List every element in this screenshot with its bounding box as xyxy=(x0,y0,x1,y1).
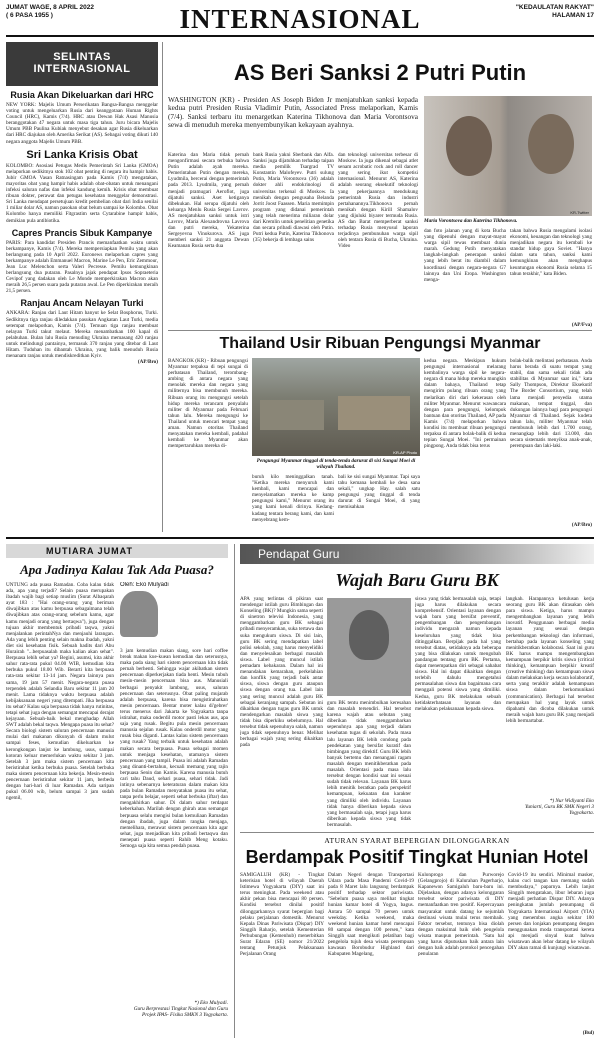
story2-source: (AP/Bro) xyxy=(571,522,592,528)
putin-daughters-photo xyxy=(424,96,592,216)
column-divider xyxy=(234,544,235,1038)
paper-name: "KEDAULATAN RAKYAT" xyxy=(515,4,594,11)
portrait-right xyxy=(528,114,574,174)
story2-col: kedua negara. Meskipun hukum pengungsi internasional melarang kembalinya warga sipil ke negara-negara di mana hidup mereka mungkin dalam bahaya, Thailand tetap mengirim pulang ribuan orang yang melarikan diri dari kekerasan oleh militer Myanmar. Menurut wawancara dengan para pengungsi, kelompok bantuan dan otoritas Thailand, AP pada Kamis (7/4) melaporkan bahwa kondisi itu membuat ribuan pengungsi terpaksa di antara bolak-balik di kedua tepian Sungai Moei. "Ini permainan pingpong. Anda tidak bisa terus xyxy=(424,358,506,450)
photo-credit: KR-Twitter xyxy=(570,210,589,215)
brief-source: (AP/Bro) xyxy=(137,359,158,366)
story3-col: Kulonprogo dan Purworejo (Gelangprojo) di Kalurahan Pagerharjo, Kapanewon Samigaluh baru-baru ini. Dijelaskan, dengan adanya kelonggaran tersebut sektor pariwisata di DIY memanfaatkan tren positif. Kepercayaan masyarakat untuk datang ke sejumlah destinasi wisata mulai terus membaik. Faktor tersebut, tentunya bisa diolah dengan maksimal baik oleh pengelola wisata maupun pemerintah. "Satu hal yang harus diputuskan baik antara lain dengan baik adalah protokol pencegahan penularan xyxy=(418,872,504,958)
portrait-left xyxy=(446,116,492,176)
photo-caption: Pengungsi Myanmar tinggal di tenda-tenda darurat di sisi Sungai Moei di wilayah Thailand. xyxy=(256,458,416,470)
brief-body: PARIS: Para kandidat Presiden Prancis memanfaatkan waktu untuk berkampanye, Kamis (7/4). Mereka mempersiapkan Pemilu yang akan berlangsung pada 10 April 2022. Euronews melaporkan capres yang berkampanye adalah Emmanuel Macron, Marine Le Pen, Eric Zemmour, Jean Luc Melenchon serta Valeri Pecresse. Pemilu kemungkinan berlangsung dua putaran. Pasalnya jajak pendapat Ipsos Sopraeteria Cevipof yang dadakan oleh Le Monde memperkirakan Macron akan meraih 26,5 persen suara pada putaran awal. Le Pen diperkirakan meraih 21,5 persen. xyxy=(6,239,158,295)
selintas-title xyxy=(6,42,158,75)
section-masthead: INTERNASIONAL xyxy=(179,4,421,34)
author-byline: Oleh: Eko Mulyadi xyxy=(120,582,169,588)
pendapat-signature xyxy=(506,798,594,816)
header-rule xyxy=(6,35,594,37)
story2-col: bali ke sisi sungai Myanmar. Tapi saya tahu kemana kembali ke desa sana sekali," ungkap Hay. salah satu pengungsi yang tinggal di tenda darurat di Sungai Moei, di yang memisahkan xyxy=(338,474,420,511)
tent-left xyxy=(260,400,324,430)
story3-source: (Bul) xyxy=(582,1030,594,1036)
story3-col: Covid-19 itu sendiri. Minimal masker, kalau cuci tangan kan memang sudah membudaya," paparnya. Lebih lanjut Singgih mengatakan, libur lebaran juga menjadi perhatian Dispar DIY. Adanya peningkatan jumlah penumpang di Yogyakarta International Airport (YIA) yang menembus angka sekitar 100 persen dan lonjakan penumpang dengan menggunakan moda transportasi kereta api menjadi sinyal kuat bahwa wisatawan akan lebar datang ke wilayah DIY akan ramai di kunjungi wisatawan. xyxy=(508,872,594,952)
teacher-silhouette xyxy=(349,610,389,660)
story1-col: takan bahwa Rusia mengalami isolasi ekonomi, keuangan dan teknologi yang menjadikan negara itu kembali ke standar hidup gaya Soviet. "Hanya dalam satu tahun, sanksi kami kemungkinan akan menghapus keuntungan ekonomi Rusia selama 15 tahun terakhir," kata Biden. xyxy=(510,228,592,277)
story1-lead: WASHINGTON (KR) - Presiden AS Joseph Biden Jr menjatuhkan sanksi kepada kedua putri Presiden Rusia Vladimir Putin, Associated Press melaporkan, Kamis (7/4). Sanksi terbaru itu menargetkan Katerina Tikhonova dan Maria Vorontsova sewa di menuduh mereka menyembunyikan kekayaan ayahnya. xyxy=(168,96,418,130)
brief-body: ANKARA: Ranjau dari Laut Hitam hanyut ke Selat Bosphorus, Turki. Sedikitnya tiga ranjau diledakkan pasukan Angkatan Laut Turki, media setempat melaporkan, Kamis (7/4). Temuan tiga ranjau membuat nelayan Turki takut melaut. Mereka menambatkan 100 kapal di pelabuhan. Bulan lalu Rusia menuding Ukraina memasang 420 ranjau untuk melindungi pantainya, termasuk 370 ranjau yang ditebar di Laut Hitam. Tuduhan itu dibantah Ukraina, yang balik menuduh Rusia menanam ranjau untuk mendiskreditkan Kyiv. xyxy=(6,310,158,360)
tent-right xyxy=(338,396,410,430)
selintas-title-2: INTERNASIONAL xyxy=(33,63,131,75)
story1-col: dan teknologi universitas terbesar di Moskow. Ia juga dikenal sebagai atlet senam acrobatic rock and roll dancer yang sering ikut kompetisi internasional. Menurut AS, Katerina adalah seorang eksekutif teknologi yang pekerjaannya mendukung pemerintah Rusia dan industri pertahanannya.Tikhonova pernah menikah dengan Kirill Shamalov yang dijuluki biyarer termuda Rusia. AS dan Barat memperberat sanksi terhadap Rusia menyusul laporan terjadinya pembunuhan warga sipil oleh tentara Rusia di Bucha, Ukraina. Video xyxy=(338,152,418,250)
brief-headline: Ranjau Ancam Nelayan Turki xyxy=(20,298,144,309)
brief-headline: Rusia Akan Dikeluarkan dari HRC xyxy=(10,90,154,100)
page-number: HALAMAN 17 xyxy=(552,12,594,19)
story-divider xyxy=(240,832,594,833)
story1-col: Katerina dan Maria tidak pernah mengonfirmasi secara terbuka bahwa Putin adalah ayah mereka. Pemerintahan Putin dengan mereka, Lyudmila, bercerai dengan pemerintah pada 2013. Lyudmila, yang pernah menjadi pramugari Aeroflot, juga dijatuhi sanksi. Aset ketiganya dibekukan. Hal serupa dijatuhi oleh keluarga Menlu Rusia Sergei Lavrov. AS menjatuhkan sanksi untuk istri Lavrov, Maria Alexandrovna Lavrova dan putri mereka, Yekaterina Sergeyevna Vinokurova. AS juga memberi sanksi 21 anggota Dewan Keamanan Rusia serta dua xyxy=(168,152,249,250)
photo-caption: Maria Vorontsova dan Katerina Tikhonova. xyxy=(424,218,518,224)
teacher-photo xyxy=(327,598,411,696)
mutiara-headline: Apa Jadinya Kalau Tak Ada Puasa? xyxy=(20,562,214,577)
pasa-text: ( 6 PASA 1955 ) xyxy=(6,12,53,19)
brief-headline: Capres Prancis Sibuk Kampanye xyxy=(11,227,153,238)
pendapat-col: APA yang terlintas di pikiran saat mendengar istilah guru Bimbingan dan Konseling (BK)? Mungkin sama seperti di sinetron televisi Indonesia, yang menggambarkan guru BK sebagai pribadi menyeramkan, suka tertawa dan suka mengukum siswa. Di sisi lain, guru BK sering mendapatkan label polisi sekolah, yang harus menyelidiki dan menyelesaikan berbagai masalah siswa. Label yang muncul istilah pemadam kebakaran. Dalam hal ini menandakan kemarahan, perkelahian dan konflik yang terjadi baik antar siswa, siswa dengan guru ataupun siswa dengan orang tua. Label lain yang sering muncul adalah guru BK sebagai keranjang sampah. Sebutan ini dikaitkan dengan tugas guru BK untuk mendengarkan masalah siswa yang tidak bisa diperkiku sebelumnya. Hal tersebut tidak sepenuhnya salah, namun juga tidak sepenuhnya benar. Melihat berbagai wajah yang sering dikaitkan pada xyxy=(240,596,323,749)
pendapat-col: guru BK tentu menimbulkan keresahan dan masalah tersendiri. Hal tersebut karena wajah atau sebutan yang diberikan tidak menggambarkan sepenuhnya apa yang terjadi dalam kesehatan tugas di sekolah. Pada masa lalu layanan BK lebih condong pada pendekatan yang bersifat kuratif dan bimbingan yang direktif. Guru BK lebih banyak bertemu dan menangani ragam masalah dengan menitikberatkan pada masalah. Orientasi pada masa lalu tersebut dengan kondisi saat ini sesuai sudah tidak relevan. Layanan BK harus lebih menitik beratkan pada perspektif kemampuan, kekuatan dan karakter yang dimiliki oleh individu. Layanan tidak hanya diberikan kepada siswa yang bermasalah saja, tetapi juga harus diberikan kepada siswa yang tidak bermasalah. xyxy=(327,700,411,828)
paper-info xyxy=(516,4,594,20)
selintas-column xyxy=(6,90,158,535)
mutiara-col: 3 jam kemudian makan siang, sore hari coffee break makan kue-kuean kemudian dan seterusnya, maka pada siang hari sistem pencernaan kita tidak pernah berhenti. Sehingga wajar akibatkan sistem pencernaan diperkerjakan tiada henti. Mesin tubuh mesin-mesin pencernaan bisa aus. Manusiali berbagai penyakit lambung, usus, saluran pencernaan dan seterusnya. Obat paling mujarab adalah berpuasa, karena bisa mengistirahatkan mesin pencernaan. Bentar moter kalau di'gebrer' terus menerus dari Jakarta ke Yogyakarta tanpa istirahat, maka onderdil motor pasti lekas aus, apa saja yang rusak. Begitu pula mesin pencernaan manusia sejalan rusak. Kalau onderdil motor yang rusak bisa diganti. Lantas kalau sistem pencernaan yang rusak? Yang terbaik untuk kesehatan adalah makan secara berpuasa. Puasa sebagai momen untuk menjaga kesehatan, utamanya sistem pencernaan yang tampil. Puasa ini adalah Ramadan yang dinanti-bertahun, kecuali memang yang rajin berpuasa Senin dan Kamis. Karena manusia butuh cari tahu Daud, sehari puasa, sehari tidak. Jadi intinya sebenarnya keteraturan dalam makan kita pada bulan Ramadan menyatakan puasa itu sehat, tanpa perlu belajar, seperti sehat berbuka (iftar) dan mengakhirkan sahur. Di dalam sahur terdapat keberkahan. Marilah dengan ghirah atau semangat berpuasa selalu mengisi bulan kemuliaan Ramadan dengan ibadah, juga dalam rangka menjaga, memelihara, merawat sistem pencernaan kita agar sehat, juga menjadikan kita pribadi bertaqwa dan menepati puasa seperti Rahib Meng kotaku. Semoga saja kita semua pendah puasa. xyxy=(120,648,228,849)
story1-source: (AP/Fva) xyxy=(571,322,592,328)
brief-body: NEW YORK: Majelis Umum Perserikatan Bangsa-Bangsa menggelar voting untuk mengeluarkan Rusia dari keanggotaan Human Rights Council (HRC), Kamis (7/4). HRC atau Dewan Hak Asasi Manusia beranggotakan 47 negara untuk masa tiga tahun. Juru bicara Majelis Umum PBB Paulina Kubiak menyebut desakan agar Rusia dikeluarkan dari HRC diajukan oleh Amerika Serikat (AS). Sebagai voting dikuti 140 negara anggota Majelis Umum PBB. xyxy=(6,102,158,145)
story-divider xyxy=(168,330,592,331)
pendapat-bar: Pendapat Guru xyxy=(240,544,594,564)
photo-credit: KR-AP Photo xyxy=(393,450,417,455)
story1-headline: AS Beri Sanksi 2 Putri Putin xyxy=(233,60,527,85)
story2-headline: Thailand Usir Ribuan Pengungsi Myanmar xyxy=(219,335,541,352)
signature-desc: Yuniarti, Guru BK SMK Negeri 3 Yogyakarta. xyxy=(525,804,594,816)
mutiara-col: UNTUNG ada puasa Ramadan. Coba kalau tidak ada, apa yang terjadi? Selain puasa merupakan ibadah wajib bagi setiap muslim (Surat Albaqarah ayat 183 : "Hai orang-orang yang beriman diwajibkan atas kamu berpuasa sebagaimana telah diwajibkan atas orang-orang sebelum kamu, agar kamu menjadi orang yang bertaqwa"), juga dengan tujuan akhir membentuk pribadi taqwa, yakni menjalankan perintahNya dan menjauhi larangan. Ada yang lebih penting selain makna ibadah, yakni diet sisi kesehatan fisik. Sebuah hadits dari Abu Hurairah "...berpuasalah maka kalian akan sehat". Berpuasa lebih sehat ya? Begini, asumsi, kita akhir sahur rata-rata pukul 04.00 WIB, kemudian kita berbuka pukul 18.00 Wib. Berarti kita berpuasa rata-rata sekitar 13-14 jam. Negara lainnya pun sama, 19 jam 57 menit. Negara-negara puasa terpendek adalah Selandia Baru sekitar 11 jam 20 menit. Lama tidaknya waktu berpuasa adalah kebijaksanaan negeri yang ditempati. Jika berpuasa itu sehat? Kalau saja berpuasa tidak hanya rutinitas, tetapi sehat juga dengan semangat mencapai derajat kejayaan. Sebuah-baik bekal menghadap Allah SWT adalah bekal taqwa. Mengapa puasa itu sehat? Secara biologi sistem saluran pencernaan manusia mulai dari makanan dikunyah di dalam mulut sampai feses, kemudian dikeluarkan ke kerongkongan lanjut ke lambung, usus, sampai kotoran keluar memerlukan waktu sekitar 3 jam. Setelah 3 jam maka sistem pencernaan kita beristirahat ketika berbuka puasa. Setelah berbuka maka sistem pencernaan kita bekerja. Mesin-mesin pencernaan beristirahat sekitar 11 jam, berbeda dengan hari-hari di luar Ramadan. Ada saripan pukul 06.00 wib, belum sampai 3 jam sudah ngemil, xyxy=(6,582,114,802)
mutiara-bar: MUTIARA JUMAT xyxy=(6,544,228,558)
story3-headline: Berdampak Positif Tingkat Hunian Hotel xyxy=(245,847,589,867)
pendapat-col: siswa yang tidak bermasalah saja, tetapi juga harus dilakukan secara komprehensif. Orientasi layanan dengan wajah baru yang bersifat preventif, pengembangan dan pengembangan individu mengarah namun kepada keseluruhan yang tidak bisa ditinggalkan. Berpijak pada hal yang tersebut diatas, setidaknya ada beberapa yang bisa dilakukan untuk mengubah pandangan tentang guru BK. Pertama, dapat menempatkan diri sebagai sahabat siswa. Hal ini dapat dikaitkan dengan terlebih dahulu mengetahui permasalahan siswa dan bagaimana cara menggali potensi siswa yang dimiliki. Kedua, guru BK melakukan sebuah ketidakterbatasan layanan dan melakukan pelaksanaan kepada siswa. xyxy=(415,596,501,712)
story2-col: BANGKOK (KR) - Ribuan pengungsi Myanmar terpaksa di tepi sungai di perbatasan Thailand, terombang-ambing di antara negara yang menolak mereka dan negara yang militernya bisa membunuh mereka. Ribuan orang itu mengungsi setelah hidup mereka terancam penyalalu militer di Myanmar pada Februari tahun lalu. Mereka mengungsi ke Thailand untuk mencari tempat yang aman. Namun otoritas Thailand menyatakan mereka kembali, padahal kembali ke Myanmar akan mempertaruhkan mereka di- xyxy=(168,358,248,450)
pendapat-headline: Wajah Baru Guru BK xyxy=(335,570,499,590)
story3-col: SAMIGALUH (KR) - Tingkat keterisian hotel di wilayah Daerah Istimewa Yogyakarta (DIY) saat ini terus meningkat. Pada weekend atau akhir pekan bisa mencapai 80 persen. Kondisi tersebut dinilai positif dilonggarkannya syarat bepergian bagi pelaku perjalanan domestik. Menurut Kepala Dinas Pariwisata (Dispar) DIY Singgih Raharjo, setelah Kementerian Perhubungan (Kemenhub) menerbitkan Surat Edaran (SE) nomor 21/2022 tentang Petunjuk Pelaksanaan Perjalanan Orang xyxy=(240,872,324,958)
refugee-camp-photo xyxy=(252,358,420,456)
signature-name: *) Eko Mulyadi. xyxy=(194,1000,228,1006)
brief-headline: Sri Lanka Krisis Obat xyxy=(26,148,138,161)
signature-desc: Guru Berprestasi Tingkat Nasional dan Guru Projek IPAS- Fisika SMKN 3 Yogyakarta. xyxy=(133,1006,228,1018)
author-photo xyxy=(120,591,158,637)
story1-col: bank Rusia yakni Sberbank dan Alfa. Sanksi juga dijatuhkan terhadap taipan media pemilik Tsargrad TV Konstantin Malofeyev. Putri sulung Putin, Maria Vorontsova (36) adalah dokter ahli endokrinologi di universitas terkenal di Moskow. Ia menikah dengan pengusaha Belanda Jorrit Joost Faassen. Maria memimpin program yang didanai pemerintah yang telah menerima miliaran dolar dari Kremlin untuk penelitian genetika dan secara pribadi diawasi oleh Putin. Putri kedua Putin, Katerina Tikhonova (35) bekerja di lembaga sains xyxy=(253,152,334,244)
selintas-title-1: SELINTAS xyxy=(53,51,111,63)
story1-col: dan foto jalanan yang di kota Bucha yang dipenuhi dengan mayat-mayat warga sipil tewas membuat dunia marah. Gedung Putih menyatakan langkah-langkah penerapan sanksi yang lebih berat itu diambil dalam koordinasi dengan negara-negara G7 lainnya dan Uni Eropa. Washington menga- xyxy=(424,228,506,283)
brief-body: KOLOMBO: Asosiasi Petugas Medis Pemerintah Sri Lanka (GMOA) melaporkan sedikitnya stok 102 obat penting di negara itu hampir habis. Jubir GMOA Vasan Ratnasingam pada Kamis (7/4) mengatakan, mayoritas obat yang hampir habis adalah obat-obatan untuk menangani infeksi saluran nafas dan infeksi kandung kemih. Krisis obat membuat ribuan dokter, perawat dan petugas kesehatan menggelar demonstrasi. Sri Lanka mendapat persetujuan kredit pembelian obat dari India senilai 1 miliar dolar AS, namun pasokan obat belum sampai ke Kolombo. Obat Kolombo hanya memiliki Fitgrastim serta Cytarabine hampir habis, demikian pula antibiotika. xyxy=(6,162,158,224)
story2-col: bolak-balik melintasi perbatasan. Anda harus berada di suatu tempat yang stabil, dan sama sekali tidak ada stabilitas di Myanmar saat ini," kata Sally Thompson, Direktur Eksekutif The Border Consortium, yang telah lama menjadi penyedia utama makanan, tempat tinggal, dan dukungan lainnya bagi para pengungsi Myanmar di Thailand. Sejak kudeta tahun lalu, militer Myanmar telah membunuh lebih dari 1.700 orang, menangkap lebih dari 13.000, dan secara sistematis menyiksa anak-anak, perempuan dan laki-laki. xyxy=(510,358,592,450)
story3-col: Dalam Negeri dengan Transportasi Udara pada Masa Pandemi Covid-19 pada 8 Maret lalu langsung berdampak positif terhadap sektor pariwisata. "Sebelum puasa saya melihat tingkat hunian kamar hotel di Yogya, bagus. Antara 50 sampai 70 persen untuk weekday. Ketika weekend, maka weekend hunian kamar hotel mencapai 80 sampai dengan 100 persen," kata Singgih saat mengikuti pelatihan bagi pengelola tujuh desa wisata perempuan kawasan Borobudur Highland dari Kabupaten Magelang, xyxy=(328,872,414,958)
date-text: JUMAT WAGE, 8 APRIL 2022 xyxy=(6,4,95,11)
pendapat-col: langkah. Harapannya ketulusan kerja seorang guru BK akan dirasakan oleh para siswa. Ketiga, harus mampu mengembangkan layanan yang lebih inovatif. Penggunaan berbagai media layanan yang sesuai dengan perkembangan teknologi dan informasi, bertahap pada layanan konseling yang menitikberatkan kolaborasi. Saat ini guru BK harus mampu mengembangkan kemampuan berpikir kritis siswa (critical thinking), kemampuan berpikir kreatif (creative thinking) dan kemampuan siswa dalam melakukan kerja secara kolaboratif, serta yang terakhir adalah kemampuan siswa dalam berkomunikasi (communication). Berbagai hal tersebut merupakan hal yang layak untuk dipahami dan dicoba dilakukan untuk meraih wajah baru guru BK yang menjadi lebih bermartabat. xyxy=(506,596,594,724)
selintas-banner xyxy=(6,42,158,86)
section-rule xyxy=(6,537,594,539)
author-box xyxy=(120,582,228,644)
mutiara-signature xyxy=(120,1000,228,1018)
column-divider xyxy=(162,42,163,532)
signature-name: *) Nur Widiyanti Eko xyxy=(549,798,594,804)
story3-kicker: ATURAN SYARAT BEPERGIAN DILONGGARKAN xyxy=(324,836,510,845)
story2-col: buruh kilo meninggalkan tanah. "Ketika mereka menyuruh kami kembali, kami mencapai dan menyelamatkan mereka ke kamp pengungsi kami," Menurut orang itu yang kami kenali dirinya. Kedang-kadang tentara berang kami, dan kami menyebrang kem- xyxy=(252,474,334,523)
